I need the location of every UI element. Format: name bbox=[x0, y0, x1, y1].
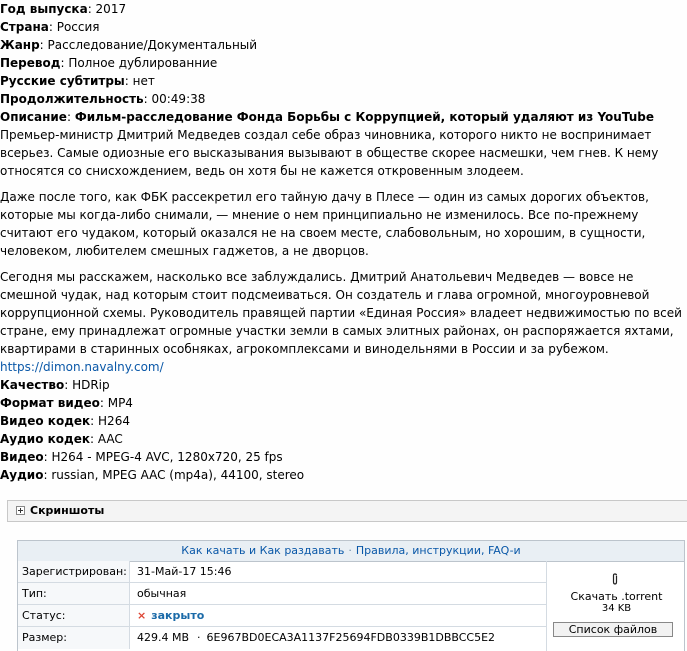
field-label: Жанр bbox=[0, 38, 40, 52]
release-field: Аудио кодек: AAC bbox=[0, 432, 123, 446]
type-label: Тип: bbox=[18, 583, 130, 604]
type-value: обычная bbox=[137, 587, 187, 600]
download-torrent-link[interactable]: Скачать .torrent bbox=[570, 590, 663, 603]
size-row: Размер: 429.4 MB · 6E967BD0ECA3A1137F25694FDB0339B1DBBCC5E2 bbox=[18, 627, 546, 649]
type-row bbox=[18, 583, 546, 605]
release-field: Перевод: Полное дублированние bbox=[0, 56, 218, 70]
field-label: Формат видео bbox=[0, 396, 100, 410]
field-label: Видео bbox=[0, 450, 44, 464]
info-hash: 6E967BD0ECA3A1137F25694FDB0339B1DBBCC5E2 bbox=[206, 631, 496, 644]
how-to-download-link[interactable]: Как качать и Как раздавать bbox=[181, 544, 345, 557]
closed-x-icon: × bbox=[137, 609, 147, 622]
release-field: Продолжительность: 00:49:38 bbox=[0, 92, 206, 106]
release-field: Жанр: Расследование/Документальный bbox=[0, 38, 258, 52]
release-field: Формат видео: MP4 bbox=[0, 396, 133, 410]
field-label: Страна bbox=[0, 20, 49, 34]
description-title: Фильм-расследование Фонда Борьбы с Коррупцией, который удаляют из YouTube bbox=[74, 110, 654, 124]
spoiler-label: Скриншоты bbox=[30, 504, 105, 517]
field-value: HDRip bbox=[72, 378, 110, 392]
screenshots-spoiler[interactable] bbox=[7, 500, 687, 522]
release-field: Видео: H264 - MPEG-4 AVC, 1280x720, 25 fps bbox=[0, 450, 283, 464]
size-label: Размер: bbox=[18, 627, 130, 649]
size-value: 429.4 MB bbox=[137, 631, 190, 644]
release-field: Страна: Россия bbox=[0, 20, 100, 34]
expand-plus-icon[interactable] bbox=[16, 506, 25, 515]
field-label: Продолжительность bbox=[0, 92, 144, 106]
status-label: Статус: bbox=[18, 605, 130, 626]
field-value: Россия bbox=[56, 20, 100, 34]
registered-row bbox=[18, 561, 546, 583]
status-row bbox=[18, 605, 546, 627]
description-paragraph: Даже после того, как ФБК рассекретил его тайную дачу в Плесе — один из самых дорогих объектов, которые мы когда-либо снимали, — мнение о нем принципиально не изменилось. Все по-прежнему считают его чудаком, который оказался не на своем месте, слабовольным, но хорошим, в сущности, человеком, любителем смешных гаджетов, а не дворцов. bbox=[0, 190, 649, 258]
registered-label: Зарегистрирован: bbox=[18, 561, 130, 582]
field-value: AAC bbox=[97, 432, 123, 446]
spoiler-toggle[interactable] bbox=[16, 504, 104, 517]
field-value: Расследование/Документальный bbox=[47, 38, 258, 52]
field-label: Русские субтитры bbox=[0, 74, 125, 88]
rules-faq-link[interactable]: Правила, инструкции, FAQ-и bbox=[355, 544, 521, 557]
status-value: закрыто bbox=[151, 609, 205, 622]
field-value: H264 - MPEG-4 AVC, 1280x720, 25 fps bbox=[51, 450, 283, 464]
download-cell bbox=[546, 561, 686, 651]
release-field: Год выпуска: 2017 bbox=[0, 2, 127, 16]
field-value: нет bbox=[132, 74, 155, 88]
release-field: Русские субтитры: нет bbox=[0, 74, 155, 88]
field-label: Год выпуска bbox=[0, 2, 88, 16]
field-value: H264 bbox=[98, 414, 130, 428]
field-label: Видео кодек bbox=[0, 414, 91, 428]
release-fields-bottom bbox=[0, 376, 687, 484]
field-label: Аудио bbox=[0, 468, 44, 482]
field-value: MP4 bbox=[107, 396, 133, 410]
field-label: Качество bbox=[0, 378, 65, 392]
description-label: Описание bbox=[0, 110, 67, 124]
release-fields-top bbox=[0, 0, 687, 108]
torrent-help-header: Как качать и Как раздавать · Правила, инструкции, FAQ-и bbox=[18, 541, 684, 562]
description-paragraph: Сегодня мы расскажем, насколько все заблуждались. Дмитрий Анатольевич Медведев — вовсе не смешной чудак, над которым стоит подсмеиваться. Он создатель и глава огромной, многоуровневой коррупционной схемы. Руководитель правящей партии «Единая Россия» владеет недвижимостью по всей стране, ему принадлежат огромные участки земли в самых элитных районах, он распоряжается яхтами, квартирами в старинных особняках, агрокомплексами и винодельнями в России и за рубежом. bbox=[0, 270, 682, 356]
field-value: Полное дублированние bbox=[68, 56, 218, 70]
description-paragraph: Премьер-министр Дмитрий Медведев создал себе образ чиновника, которого никто не воспринимает всерьез. Самые одиозные его высказывания вызывают в обществе скорее насмешки, чем гнев. К нему относятся со снисхождением, ведь он хотя бы не кажется откровенным злодеем. bbox=[0, 128, 659, 178]
field-label: Аудио кодек bbox=[0, 432, 90, 446]
registered-value: 31-Май-17 15:46 bbox=[137, 565, 232, 578]
release-field: Видео кодек: H264 bbox=[0, 414, 130, 428]
torrent-info-table bbox=[17, 540, 685, 651]
field-value: russian, MPEG AAC (mp4a), 44100, stereo bbox=[51, 468, 305, 482]
paperclip-icon[interactable] bbox=[611, 573, 619, 588]
release-field: Аудио: russian, MPEG AAC (mp4a), 44100, stereo bbox=[0, 468, 305, 482]
release-field: Качество: HDRip bbox=[0, 378, 110, 392]
website-link[interactable]: https://dimon.navalny.com/ bbox=[0, 360, 164, 374]
file-list-button[interactable]: Список файлов bbox=[553, 622, 673, 637]
torrent-file-size: 34 KB bbox=[601, 603, 632, 614]
field-label: Перевод bbox=[0, 56, 61, 70]
field-value: 2017 bbox=[95, 2, 127, 16]
field-value: 00:49:38 bbox=[151, 92, 206, 106]
description-heading: Описание: Фильм-расследование Фонда Борьбы с Коррупцией, который удаляют из YouTube bbox=[0, 110, 654, 124]
